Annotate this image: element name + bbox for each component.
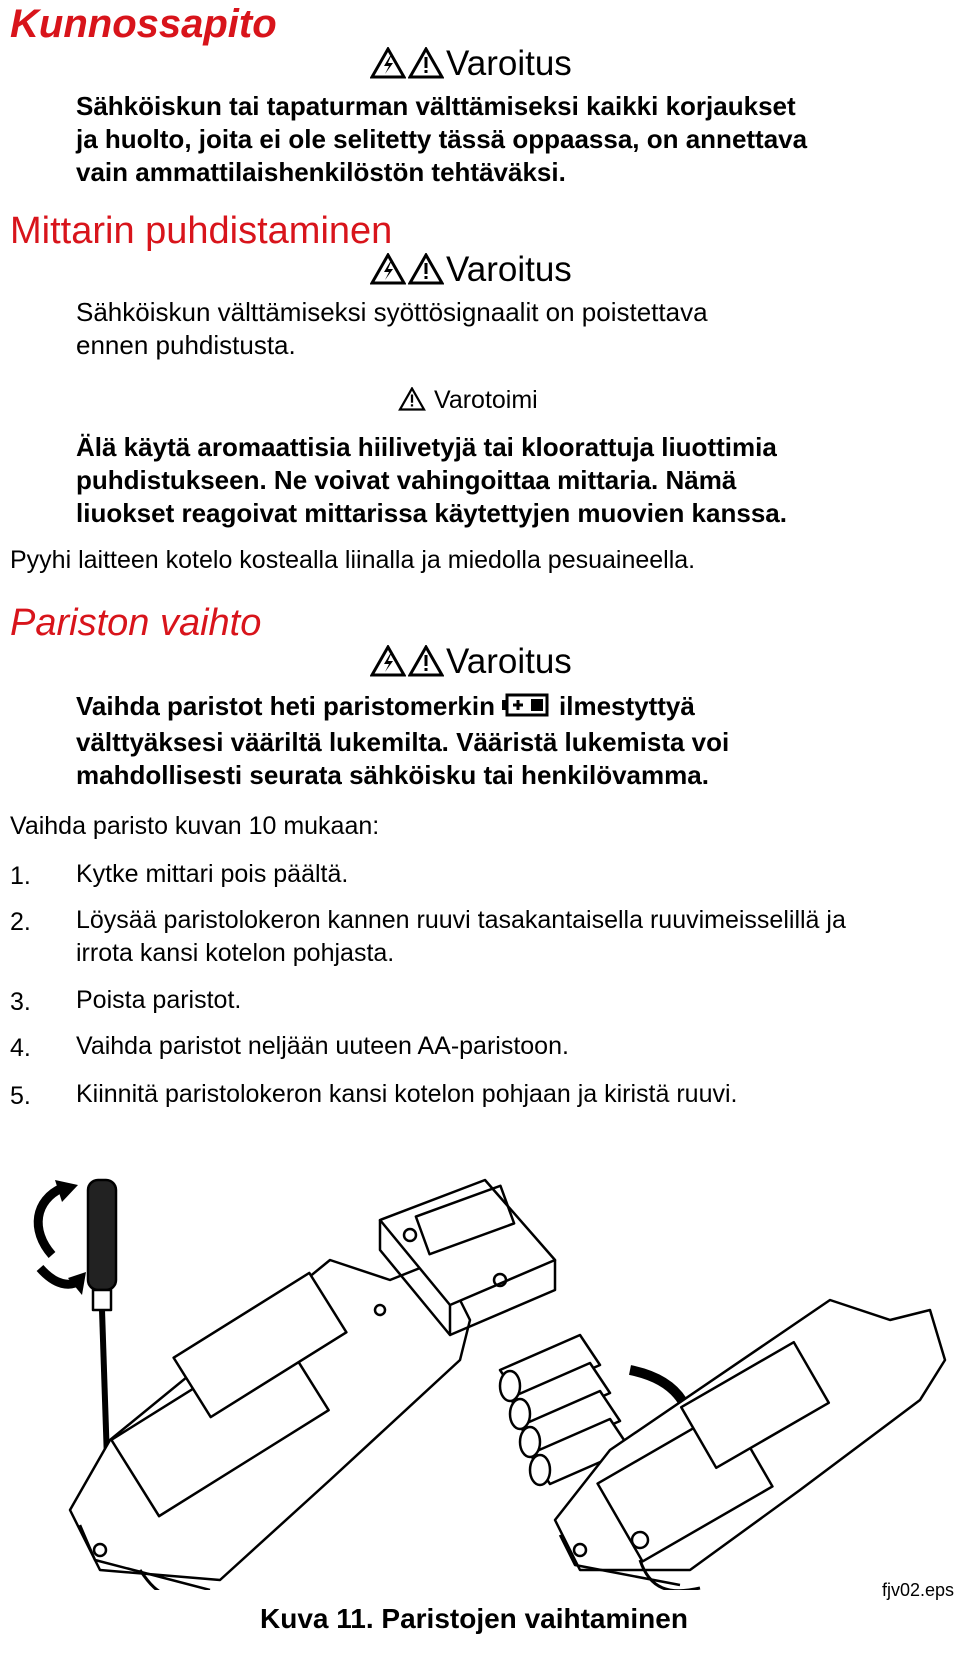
caution-line: puhdistukseen. Ne voivat vahingoittaa mittaria. Nämä xyxy=(76,465,737,495)
step-number: 2. xyxy=(10,908,31,936)
warning-heading xyxy=(370,44,572,88)
step-text xyxy=(76,1030,936,1063)
meter-base-left xyxy=(70,1260,470,1590)
caution-title: Varotoimi xyxy=(434,386,538,414)
warning-title: Varoitus xyxy=(446,44,572,83)
battery-icon xyxy=(501,692,551,726)
shock-hazard-icon xyxy=(370,253,406,294)
warning-line: mahdollisesti seurata sähköisku tai henkilövamma. xyxy=(76,760,709,790)
caution-line: liuokset reagoivat mittarissa käytettyjen muovien kanssa. xyxy=(76,498,787,528)
step-number: 4. xyxy=(10,1034,31,1062)
warning-line xyxy=(76,690,936,726)
step-number: 1. xyxy=(10,862,31,890)
section-title-cleaning: Mittarin puhdistaminen xyxy=(10,210,393,252)
warning-heading xyxy=(370,250,572,294)
step-text xyxy=(76,984,936,1017)
step-line: irrota kansi kotelon pohjasta. xyxy=(76,939,395,967)
warning-icon xyxy=(408,47,444,88)
warning-line: ennen puhdistusta. xyxy=(76,330,296,360)
battery-replacement-illustration xyxy=(0,1140,960,1590)
step-line: Poista paristot. xyxy=(76,986,242,1014)
warning-body xyxy=(76,296,936,362)
step-line: Vaihda paristot neljään uuteen AA-paristoon. xyxy=(76,1032,569,1060)
step-number: 3. xyxy=(10,988,31,1016)
cleaning-instructions: Pyyhi laitteen kotelo kostealla liinalla ja miedolla pesuaineella. xyxy=(10,546,696,574)
warning-line: Sähköiskun tai tapaturman välttämiseksi kaikki korjaukset xyxy=(76,91,796,121)
warning-icon xyxy=(398,387,426,418)
warning-title: Varoitus xyxy=(446,642,572,681)
section-title-maintenance: Kunnossapito xyxy=(10,2,277,46)
warning-line: välttyäksesi vääriltä lukemilta. Vääristä lukemista voi xyxy=(76,727,730,757)
warning-title: Varoitus xyxy=(446,250,572,289)
step-text xyxy=(76,858,936,891)
step-number: 5. xyxy=(10,1082,31,1110)
caution-line: Älä käytä aromaattisia hiilivetyjä tai kloorattuja liuottimia xyxy=(76,432,777,462)
caution-heading xyxy=(398,386,538,418)
step-line: Löysää paristolokeron kannen ruuvi tasakantaisella ruuvimeisselillä ja xyxy=(76,906,846,934)
warning-line: vain ammattilaishenkilöstön tehtäväksi. xyxy=(76,157,566,187)
warning-icon xyxy=(408,645,444,686)
warning-icon xyxy=(408,253,444,294)
figure-file-ref: fjv02.eps xyxy=(882,1580,955,1600)
warning-line: ja huolto, joita ei ole selitetty tässä oppaassa, on annettava xyxy=(76,124,808,154)
step-line: Kiinnitä paristolokeron kansi kotelon pohjaan ja kiristä ruuvi. xyxy=(76,1080,738,1108)
caution-body xyxy=(76,431,936,530)
warning-line: Sähköiskun välttämiseksi syöttösignaalit on poistettava xyxy=(76,297,708,327)
step-text xyxy=(76,904,936,970)
battery-intro: Vaihda paristo kuvan 10 mukaan: xyxy=(10,812,380,840)
rotate-arrow-icon xyxy=(38,1180,86,1295)
warning-text: Vaihda paristot heti paristomerkin xyxy=(76,691,495,721)
warning-body xyxy=(76,690,936,792)
step-text xyxy=(76,1078,936,1111)
warning-heading xyxy=(370,642,572,686)
section-title-battery: Pariston vaihto xyxy=(10,602,262,644)
warning-text: ilmestyttyä xyxy=(559,691,695,721)
figure-caption: Kuva 11. Paristojen vaihtaminen xyxy=(260,1603,688,1634)
warning-body xyxy=(76,90,936,189)
step-line: Kytke mittari pois päältä. xyxy=(76,860,349,888)
shock-hazard-icon xyxy=(370,47,406,88)
shock-hazard-icon xyxy=(370,645,406,686)
